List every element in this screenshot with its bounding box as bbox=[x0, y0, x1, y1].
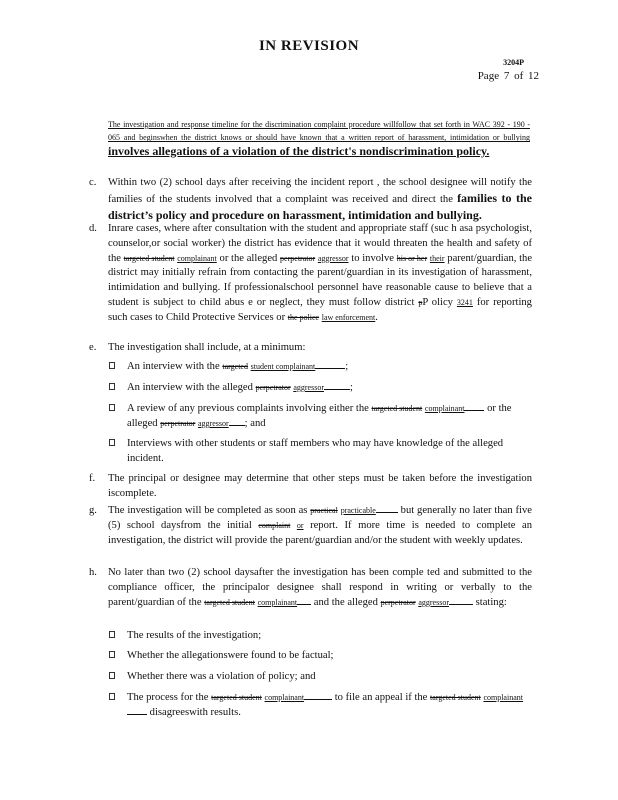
inserted-text: 3241 bbox=[456, 297, 473, 307]
checkbox-icon bbox=[109, 672, 115, 679]
deleted-text: targeted student bbox=[371, 404, 423, 413]
checkbox-icon bbox=[109, 404, 115, 411]
section-marker: c. bbox=[89, 177, 97, 188]
inserted-text: aggressor bbox=[198, 419, 229, 428]
deleted-text: targeted student bbox=[123, 253, 175, 263]
bullet-text: ; and bbox=[244, 418, 266, 429]
intro-text-inserted: The investigation and response timeline for the discrimination complaint procedure willfollow that set forth in WAC 392 - 190 - 065 and beginswhen the district knows or should have known that a written report of harassment, intimidation or bullying bbox=[108, 120, 530, 143]
bullet-text: An interview with the alleged bbox=[127, 382, 253, 393]
bullet-text: The results of the investigation; bbox=[127, 630, 262, 641]
section-e-text: The investigation shall include, at a minimum: bbox=[108, 342, 306, 353]
section-marker: f. bbox=[89, 473, 96, 484]
section-h-text: and the alleged bbox=[313, 596, 378, 608]
section-marker: h. bbox=[89, 567, 97, 578]
section-g-text: report. If more time is needed to complete an investigation, the district will provide the parent/guardian and/or the student with weekly updates. bbox=[108, 519, 532, 546]
page-total: 12 bbox=[528, 70, 539, 82]
deleted-text: perpetrator bbox=[160, 419, 196, 428]
section-e bbox=[89, 341, 532, 356]
bullet-text: An interview with the bbox=[127, 361, 220, 372]
inserted-text: their bbox=[429, 253, 445, 263]
inserted-text: complainant bbox=[257, 597, 298, 607]
checkbox-icon bbox=[109, 693, 115, 700]
section-marker: e. bbox=[89, 342, 97, 353]
section-d-text: to involve bbox=[351, 252, 395, 264]
page-label: Page bbox=[477, 70, 500, 82]
section-d bbox=[89, 222, 533, 326]
intro-paragraph bbox=[108, 118, 530, 159]
list-item bbox=[109, 436, 529, 466]
list-item bbox=[109, 380, 529, 395]
section-f-text: The principal or designee may determine that other steps must be taken before the investigation iscomplete. bbox=[108, 473, 532, 499]
bullet-text: ; bbox=[349, 382, 353, 393]
checkbox-icon bbox=[109, 383, 115, 390]
section-c-bold-text: families to the district’s policy and procedure on harassment, intimidation and bullying. bbox=[108, 190, 533, 222]
inserted-text: student complainant bbox=[250, 362, 316, 371]
page-current: 7 bbox=[503, 70, 510, 82]
bullet-text: ; bbox=[345, 361, 349, 372]
bullet-text: The process for the bbox=[127, 692, 209, 703]
inserted-text: practicable bbox=[340, 506, 376, 515]
inserted-text: complainant bbox=[264, 693, 305, 702]
section-marker: d. bbox=[89, 223, 97, 234]
bullet-text: or the alleged bbox=[127, 403, 512, 429]
section-h-text: No later than two (2) school daysafter the investigation has been comple ted and submitted to the compliance officer, the principalor designee shall respond in writing or verbally to the parent/guardian of the bbox=[108, 567, 532, 608]
intro-text-bold: involves allegations of a violation of the district's nondiscrimination policy. bbox=[108, 143, 490, 158]
deleted-text: practical bbox=[310, 506, 338, 515]
section-h-text: stating: bbox=[475, 596, 507, 608]
deleted-text: the police bbox=[287, 312, 320, 322]
inserted-text: or bbox=[296, 520, 304, 530]
inserted-text: complainant bbox=[483, 693, 523, 702]
list-item bbox=[109, 401, 529, 431]
deleted-text: targeted student bbox=[430, 693, 481, 702]
deleted-text: complaint bbox=[258, 520, 291, 530]
section-d-text: P olicy bbox=[422, 296, 453, 308]
checkbox-icon bbox=[109, 651, 115, 658]
deleted-text: p bbox=[418, 297, 423, 307]
list-item bbox=[109, 669, 529, 684]
deleted-text: targeted bbox=[222, 362, 248, 371]
deleted-text: targeted student bbox=[204, 597, 255, 607]
page-of-label: of bbox=[514, 70, 524, 82]
bullet-text: Interviews with other students or staff members who may have knowledge of the alleged incident. bbox=[127, 438, 504, 464]
checkbox-icon bbox=[109, 439, 115, 446]
checkbox-icon bbox=[109, 362, 115, 369]
page-title: IN REVISION bbox=[258, 38, 360, 54]
bullet-text: disagreeswith results. bbox=[149, 707, 241, 718]
inserted-text: aggressor bbox=[418, 597, 449, 607]
section-marker: g. bbox=[89, 505, 97, 516]
section-g-text: The investigation will be completed as soon as bbox=[108, 505, 308, 516]
bullet-text: Whether there was a violation of policy; and bbox=[127, 671, 316, 682]
section-h bbox=[89, 566, 532, 610]
deleted-text: perpetrator bbox=[255, 383, 291, 392]
list-item bbox=[109, 359, 529, 374]
list-item bbox=[109, 648, 529, 663]
checkbox-icon bbox=[109, 631, 115, 638]
section-c-text: Within two (2) school days after receiving the incident report , the school designee will notify the families of the students involved that a complaint was received and direct the bbox=[108, 177, 532, 205]
inserted-text: aggressor bbox=[317, 253, 349, 263]
section-c bbox=[89, 176, 533, 224]
section-g bbox=[89, 504, 532, 548]
bullet-text: A review of any previous complaints involving either the bbox=[127, 403, 369, 414]
section-d-text: or the alleged bbox=[219, 252, 278, 264]
inserted-text: aggressor bbox=[293, 383, 324, 392]
bullet-text: to file an appeal if the bbox=[334, 692, 428, 703]
section-g-text: but generally no later than five (5) school daysfrom the initial bbox=[108, 505, 532, 531]
inserted-text: law enforcement bbox=[321, 312, 376, 322]
deleted-text: targeted student bbox=[211, 693, 262, 702]
policy-number: 3204P bbox=[503, 58, 524, 67]
list-item bbox=[109, 628, 529, 643]
deleted-text: perpetrator bbox=[380, 597, 416, 607]
inserted-text: complainant bbox=[424, 404, 465, 413]
section-f bbox=[89, 472, 532, 502]
deleted-text: his or her bbox=[396, 253, 428, 263]
section-d-text: for reporting such cases to Child Protective Services or bbox=[108, 296, 532, 323]
section-d-text: parent/guardian, the district may initially refrain from contacting the parent/guardian in its investigation of harassment, intimidation and bullying. If professionalschool personnel have reasonable cause to believe that a student is subject to child abus e or neglect, they must follow district bbox=[108, 252, 533, 308]
page-number bbox=[477, 70, 540, 82]
bullet-text: Whether the allegationswere found to be factual; bbox=[127, 650, 334, 661]
inserted-text: complainant bbox=[177, 253, 217, 263]
deleted-text: perpetrator bbox=[280, 253, 316, 263]
list-item bbox=[109, 690, 529, 720]
section-d-text: Inrare cases, where after consultation with the student and appropriate staff (suc h asa psychologist, counselor,or social worker) the district has evidence that it would threaten the health and safety of the bbox=[108, 223, 532, 264]
section-d-text: . bbox=[375, 311, 378, 323]
